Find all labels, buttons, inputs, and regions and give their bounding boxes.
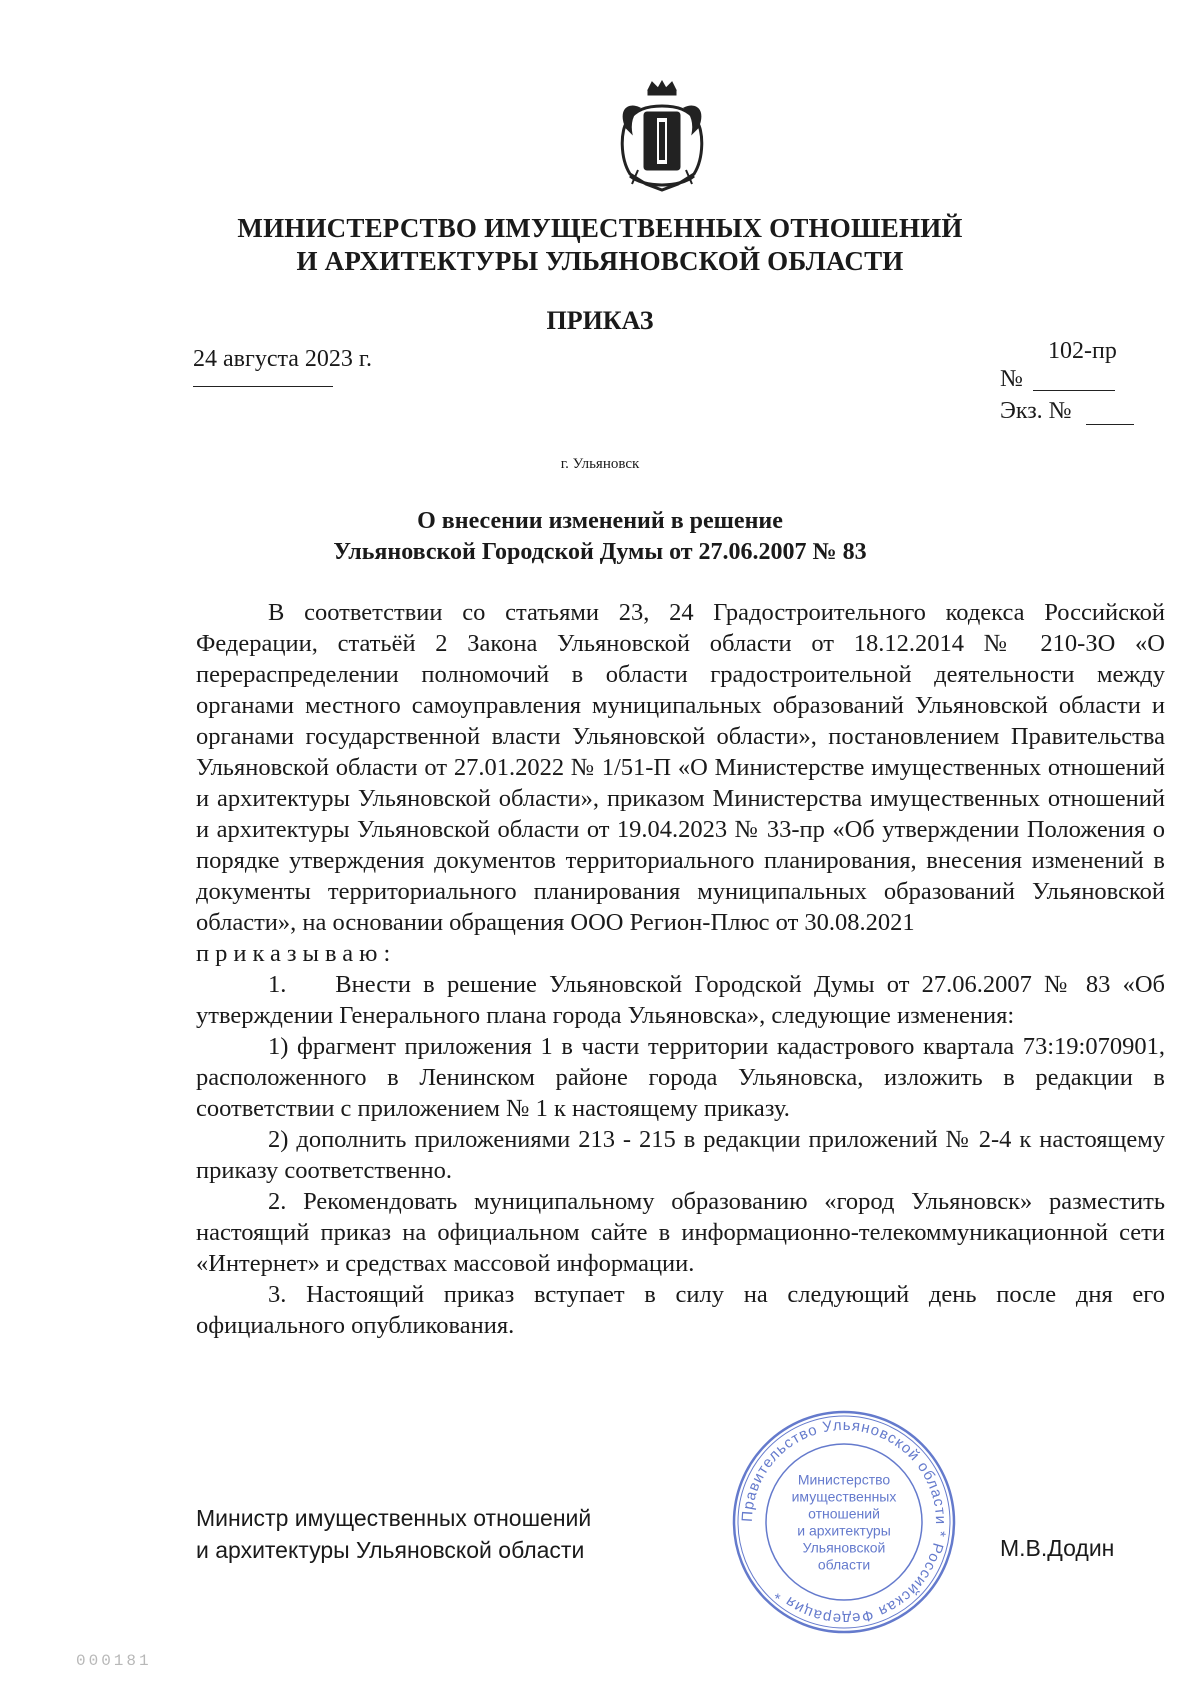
item-2: 2. Рекомендовать муниципальному образованию «город Ульяновск» разместить настоящий приказ на официальном сайте в информационно-телекоммуникационной сети «Интернет» и средствах массовой информации. [196, 1188, 1165, 1277]
number-label: № [1000, 366, 1023, 392]
item-1-subitem-2: 2) дополнить приложениями 213 - 215 в редакции приложений № 2-4 к настоящему приказу соответственно. [196, 1126, 1165, 1184]
number-underline [1033, 390, 1115, 391]
signer-position-line2: и архитектуры Ульяновской области [196, 1537, 585, 1563]
document-date: 24 августа 2023 г. [193, 346, 373, 372]
copy-number-underline [1086, 424, 1134, 425]
coat-of-arms-emblem [618, 80, 706, 192]
stamp-inner-line: и архитектуры [797, 1522, 891, 1539]
item-3: 3. Настоящий приказ вступает в силу на следующий день после дня его официального опубликования. [196, 1281, 1165, 1339]
organization-name-line2: И АРХИТЕКТУРЫ УЛЬЯНОВСКОЙ ОБЛАСТИ [296, 246, 904, 276]
stamp-inner-line: имущественных [791, 1488, 897, 1505]
stamp-inner-line: области [817, 1556, 871, 1573]
stamp-inner-line: Министерство [797, 1471, 891, 1488]
official-stamp [730, 1408, 958, 1636]
copy-number-label: Экз. № [1000, 398, 1072, 424]
signer-name: М.В.Додин [1000, 1535, 1115, 1561]
item-1: 1. Внести в решение Ульяновской Городской Думы от 27.06.2007 № 83 «Об утверждении Генерального плана города Ульяновска», следующие изменения: [196, 971, 1165, 1029]
document-title-line1: О внесении изменений в решение [417, 508, 783, 534]
document-body [196, 597, 1165, 1341]
date-underline [193, 386, 333, 387]
stamp-inner-line: Ульяновской [802, 1539, 886, 1556]
stamp-outer-text: Правительство Ульяновской области * Российская Федерация * [738, 1416, 950, 1628]
item-1-subitem-1: 1) фрагмент приложения 1 в части территории кадастрового квартала 73:19:070901, расположенного в Ленинском районе города Ульяновска, изложить в редакции в соответствии с приложением № 1 к настоящему приказу. [196, 1033, 1165, 1122]
document-type: ПРИКАЗ [546, 306, 654, 335]
preamble-paragraph: В соответствии со статьями 23, 24 Градостроительного кодекса Российской Федерации, статьёй 2 Закона Ульяновской области от 18.12.2014 № 210-ЗО «О перераспределении полномочий в области градостроительной деятельности между органами местного самоуправления муниципальных образований Ульяновской области и органами государственной власти Ульяновской области», постановлением Правительства Ульяновской области от 27.01.2022 № 1/51-П «О Министерстве имущественных отношений и архитектуры Ульяновской области», приказом Министерства имущественных отношений и архитектуры Ульяновской области от 19.04.2023 № 33-пр «Об утверждении Положения о порядке утверждения документов территориального планирования, внесения изменений в документы территориального планирования муниципальных образований Ульяновской области», на основании обращения ООО Регион-Плюс от 30.08.2021 [196, 599, 1165, 936]
page-serial-number: 000181 [76, 1652, 152, 1670]
city: г. Ульяновск [560, 456, 640, 472]
organization-name-line1: МИНИСТЕРСТВО ИМУЩЕСТВЕННЫХ ОТНОШЕНИЙ [237, 213, 963, 243]
signer-position-line1: Министр имущественных отношений [196, 1505, 592, 1531]
document-title-line2: Ульяновской Городской Думы от 27.06.2007 № 83 [333, 539, 867, 565]
stamp-inner-line: отношений [808, 1505, 880, 1522]
order-word: приказываю: [196, 940, 397, 967]
document-number: 102-пр [1048, 338, 1117, 364]
